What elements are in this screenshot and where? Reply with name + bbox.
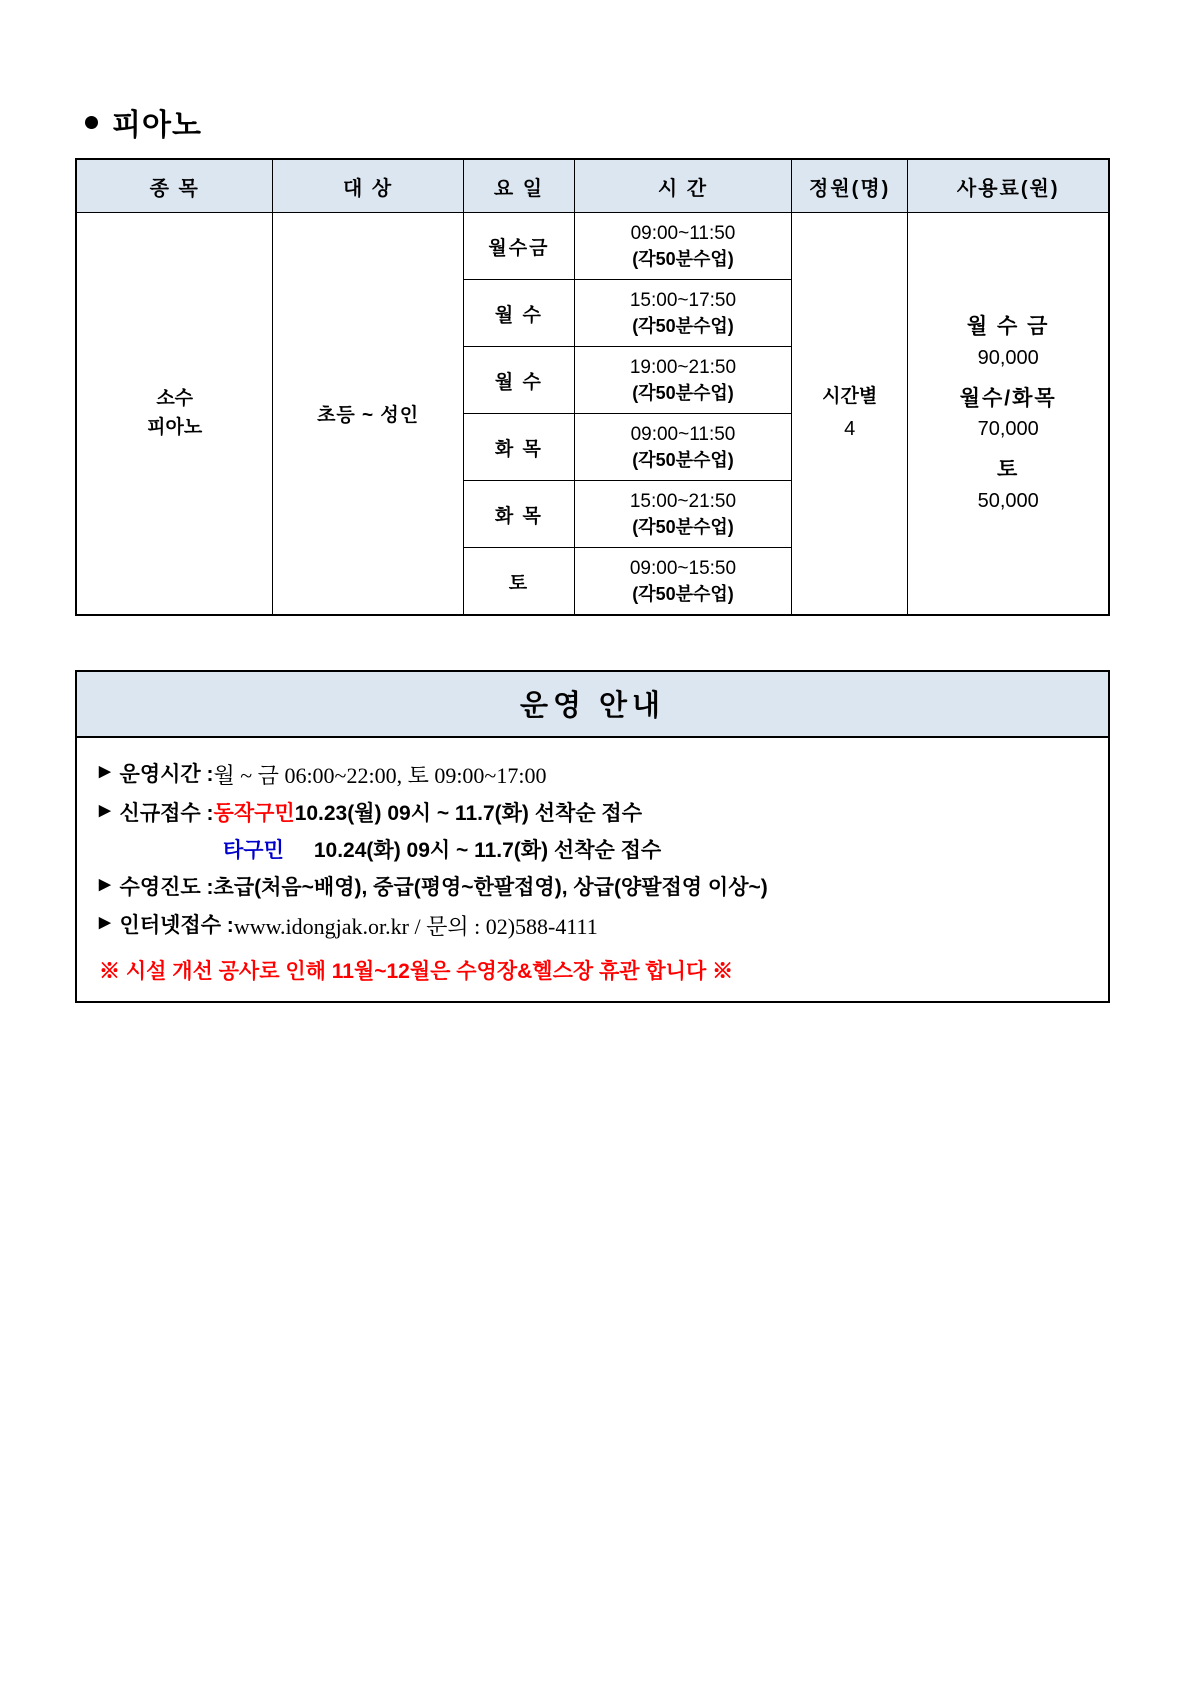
notice-highlight-nonresident: 타구민 — [223, 839, 284, 863]
notice-warning-text: ※ 시설 개선 공사로 인해 11월~12월은 수영장&헬스장 휴관 합니다 ※ — [99, 960, 734, 984]
time-range: 15:00~21:50 — [629, 491, 737, 513]
piano-schedule-table — [75, 158, 1110, 616]
notice-value-registration-other: 10.24(화) 09시 ~ 11.7(화) 선착순 접수 — [313, 839, 662, 863]
capacity-value: 4 — [844, 417, 856, 440]
notice-line-online — [99, 912, 1086, 942]
time-range: 09:00~11:50 — [630, 223, 736, 245]
notice-highlight-resident: 동작구민 — [213, 801, 295, 825]
time-range: 15:00~17:50 — [629, 290, 737, 312]
notice-value-levels: 초급(처음~배영), 중급(평영~한팔접영), 상급(양팔접영 이상~) — [213, 876, 768, 900]
table-row — [76, 213, 1109, 280]
cell-target: 초등 ~ 성인 — [273, 213, 464, 616]
cell-day: 월 수 — [463, 347, 574, 414]
notice-label-levels: 수영진도 : — [119, 876, 214, 900]
time-range: 09:00~11:50 — [630, 424, 736, 446]
fee-label-1: 월 수 금 — [966, 315, 1050, 339]
time-range: 19:00~21:50 — [629, 357, 737, 379]
notice-line-hours — [99, 761, 1086, 791]
column-header-target: 대 상 — [273, 159, 464, 213]
fee-value-2: 70,000 — [977, 418, 1039, 441]
fee-label-3: 토 — [997, 458, 1020, 482]
arrow-icon: ▶ — [99, 763, 111, 780]
cell-time — [574, 548, 791, 616]
notice-body — [77, 738, 1108, 1001]
bullet-icon — [85, 116, 98, 129]
time-note: (각50분수업) — [632, 449, 734, 470]
arrow-icon: ▶ — [99, 801, 111, 819]
time-note: (각50분수업) — [632, 382, 734, 403]
time-note: (각50분수업) — [632, 315, 734, 336]
fee-block-3 — [910, 454, 1106, 516]
notice-label-registration: 신규접수 : — [119, 801, 214, 825]
fee-label-2: 월수/화목 — [959, 386, 1057, 410]
cell-day: 월 수 — [463, 280, 574, 347]
time-range: 09:00~15:50 — [629, 558, 737, 580]
cell-day: 토 — [463, 548, 574, 616]
cell-fee — [908, 213, 1109, 616]
arrow-icon: ▶ — [99, 913, 111, 931]
notice-value-registration: 10.23(월) 09시 ~ 11.7(화) 선착순 접수 — [294, 801, 643, 825]
column-header-time: 시 간 — [574, 159, 791, 213]
page-title — [85, 100, 1115, 144]
table-header-row — [76, 159, 1109, 213]
column-header-capacity: 정원(명) — [791, 159, 907, 213]
notice-title: 운영 안내 — [77, 672, 1108, 738]
fee-value-3: 50,000 — [977, 489, 1039, 512]
capacity-label: 시간별 — [822, 386, 878, 408]
cell-time — [574, 414, 791, 481]
time-note: (각50분수업) — [632, 583, 734, 604]
notice-value-online: www.idongjak.or.kr / 문의 : 02)588-4111 — [233, 913, 598, 939]
column-header-fee: 사용료(원) — [908, 159, 1109, 213]
cell-time — [574, 347, 791, 414]
notice-label-hours: 운영시간 : — [119, 763, 214, 786]
column-header-item: 종 목 — [76, 159, 273, 213]
notice-value-hours: 월 ~ 금 06:00~22:00, 토 09:00~17:00 — [213, 763, 547, 788]
operation-notice-box — [75, 670, 1110, 1003]
time-note: (각50분수업) — [632, 516, 734, 537]
cell-time — [574, 280, 791, 347]
column-header-day: 요 일 — [463, 159, 574, 213]
arrow-icon: ▶ — [99, 876, 111, 894]
notice-label-online: 인터넷접수 : — [119, 913, 234, 937]
section-title-text: 피아노 — [112, 109, 202, 142]
notice-line-registration — [99, 800, 1086, 828]
fee-block-1 — [910, 311, 1106, 373]
item-line-1: 소수 — [156, 388, 194, 409]
fee-value-1: 90,000 — [977, 346, 1039, 369]
cell-day: 화 목 — [463, 414, 574, 481]
cell-day: 화 목 — [463, 481, 574, 548]
notice-line-levels — [99, 874, 1086, 902]
cell-capacity — [791, 213, 907, 616]
item-line-2: 피아노 — [147, 416, 203, 438]
cell-time — [574, 481, 791, 548]
time-note: (각50분수업) — [632, 248, 734, 269]
notice-line-registration-other — [223, 837, 1086, 865]
cell-time — [574, 213, 791, 280]
cell-day: 월수금 — [463, 213, 574, 280]
fee-block-2 — [910, 383, 1106, 445]
cell-item-name — [76, 213, 273, 616]
